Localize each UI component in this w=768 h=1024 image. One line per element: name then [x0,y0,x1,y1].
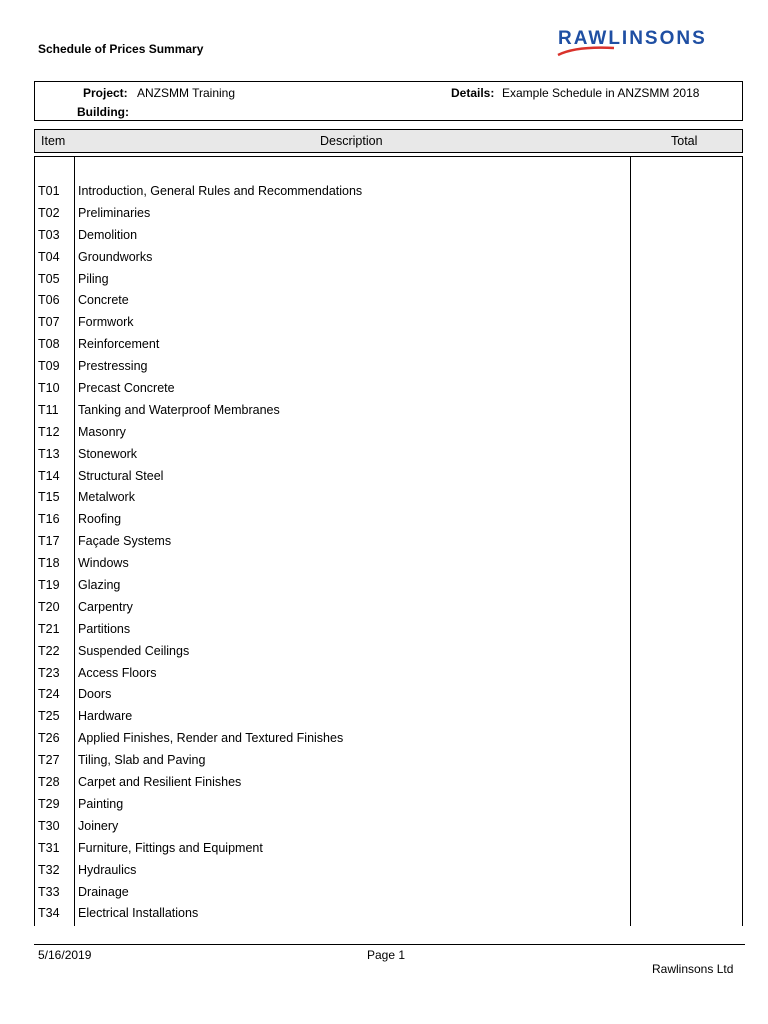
item-description: Drainage [78,884,129,899]
item-description: Glazing [78,578,121,593]
item-code: T28 [38,775,60,790]
table-row [35,750,742,772]
item-code: T08 [38,337,60,352]
item-description: Preliminaries [78,205,151,220]
item-code: T04 [38,249,60,264]
item-code: T25 [38,709,60,724]
table-row [35,225,742,247]
schedule-table [34,156,743,926]
item-description: Façade Systems [78,534,172,549]
item-code: T27 [38,753,60,768]
table-row [35,816,742,838]
item-description: Painting [78,796,124,811]
details-label: Details: [451,86,495,100]
item-description: Prestressing [78,359,148,374]
table-row [35,334,742,356]
table-row [35,247,742,269]
item-code: T18 [38,556,60,571]
project-info-box [34,81,743,121]
item-description: Roofing [78,512,122,527]
item-code: T17 [38,534,60,549]
rawlinsons-logo: RAWLINSONS [558,28,707,49]
item-description: Doors [78,687,112,702]
item-description: Carpentry [78,599,133,614]
item-code: T20 [38,599,60,614]
item-code: T24 [38,687,60,702]
item-description: Precast Concrete [78,381,175,396]
table-row [35,619,742,641]
table-row [35,794,742,816]
item-description: Concrete [78,293,129,308]
table-row [35,509,742,531]
table-row [35,553,742,575]
table-rows [35,181,742,925]
table-row [35,597,742,619]
item-code: T23 [38,665,60,680]
item-code: T30 [38,818,60,833]
item-description: Metalwork [78,490,135,505]
item-code: T06 [38,293,60,308]
item-description: Joinery [78,818,119,833]
footer-divider [34,944,745,945]
item-code: T12 [38,424,60,439]
item-description: Masonry [78,424,126,439]
item-description: Furniture, Fittings and Equipment [78,840,263,855]
table-row [35,466,742,488]
item-code: T31 [38,840,60,855]
table-row [35,487,742,509]
item-code: T21 [38,621,60,636]
logo-swoosh-icon [556,45,616,57]
table-row [35,181,742,203]
column-header-total: Total [671,134,698,148]
footer-page-number: Page 1 [367,948,406,962]
table-row [35,706,742,728]
table-row [35,882,742,904]
item-description: Carpet and Resilient Finishes [78,775,242,790]
footer-company-name: Rawlinsons Ltd [652,962,734,976]
item-code: T14 [38,468,60,483]
item-description: Suspended Ceilings [78,643,190,658]
item-code: T34 [38,906,60,921]
item-description: Demolition [78,227,138,242]
item-code: T07 [38,315,60,330]
item-code: T15 [38,490,60,505]
item-code: T05 [38,271,60,286]
item-description: Tanking and Waterproof Membranes [78,402,280,417]
building-label: Building: [77,105,129,119]
item-description: Introduction, General Rules and Recommendations [78,184,363,198]
table-row [35,422,742,444]
table-row [35,903,742,925]
item-code: T01 [38,184,60,198]
item-description: Access Floors [78,665,157,680]
item-code: T10 [38,381,60,396]
item-code: T13 [38,446,60,461]
table-row [35,444,742,466]
project-label: Project: [83,86,128,100]
table-row [35,531,742,553]
item-code: T11 [38,402,59,417]
document-title: Schedule of Prices Summary [38,42,204,56]
item-code: T09 [38,359,60,374]
item-description: Piling [78,271,109,286]
item-description: Hydraulics [78,862,137,877]
table-row [35,838,742,860]
item-code: T26 [38,731,60,746]
item-description: Electrical Installations [78,906,199,921]
item-description: Reinforcement [78,337,160,352]
item-code: T19 [38,578,60,593]
table-row [35,860,742,882]
item-description: Applied Finishes, Render and Textured Finishes [78,731,344,746]
item-description: Groundworks [78,249,153,264]
table-row [35,378,742,400]
item-description: Hardware [78,709,133,724]
item-description: Tiling, Slab and Paving [78,753,206,768]
table-row [35,269,742,291]
item-code: T22 [38,643,60,658]
table-row [35,356,742,378]
table-row [35,400,742,422]
item-code: T03 [38,227,60,242]
project-value: ANZSMM Training [137,86,236,100]
table-row [35,772,742,794]
table-row [35,641,742,663]
footer-date: 5/16/2019 [38,948,92,962]
item-description: Formwork [78,315,134,330]
table-row [35,684,742,706]
table-header [34,129,743,153]
item-description: Windows [78,556,129,571]
item-code: T02 [38,205,60,220]
table-row [35,575,742,597]
item-code: T32 [38,862,60,877]
item-description: Partitions [78,621,131,636]
column-header-item: Item [41,134,66,148]
details-value: Example Schedule in ANZSMM 2018 [502,86,700,100]
item-code: T29 [38,796,60,811]
item-description: Stonework [78,446,138,461]
table-row [35,203,742,225]
table-row [35,312,742,334]
table-row [35,663,742,685]
table-row [35,290,742,312]
item-description: Structural Steel [78,468,164,483]
table-row [35,728,742,750]
item-code: T16 [38,512,60,527]
item-code: T33 [38,884,60,899]
column-header-description: Description [320,134,383,148]
